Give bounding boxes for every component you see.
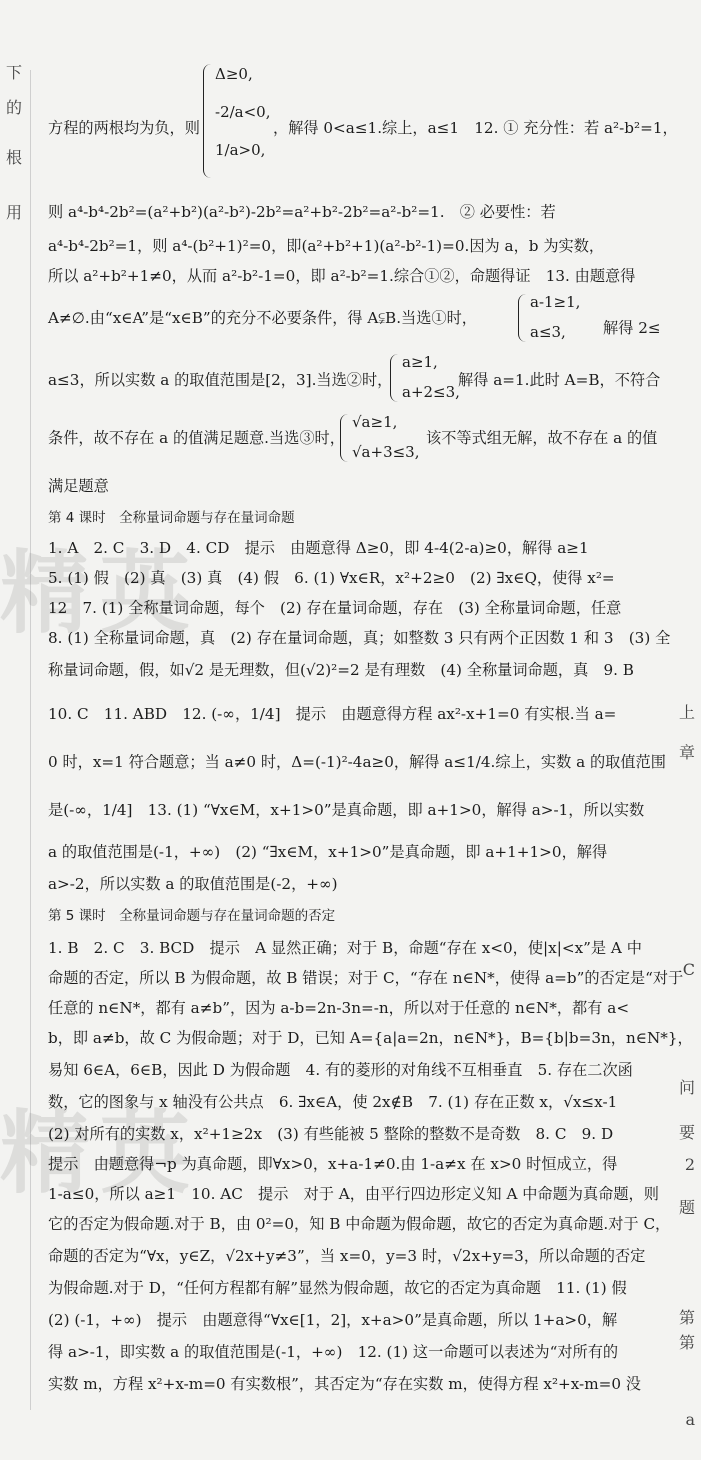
edge-char: C [682,960,695,979]
text-line: 易知 6∈A，6∈B，因此 D 为假命题 4. 有的菱形的对角线不互相垂直 5. 存在二次函 [48,1061,633,1079]
edge-char: 第 [678,1333,695,1352]
left-page-edge [0,0,40,1460]
text-line: 满足题意 [48,477,109,495]
text-line: A≠∅.由“x∈A”是“x∈B”的充分不必要条件，得 A⫋B.当选①时， [48,309,477,327]
edge-char: 章 [678,743,695,762]
text-line: 0 时，x=1 符合题意；当 a≠0 时，Δ=(-1)²-4a≥0，解得 a≤1/4.综上，实数 a 的取值范围 [48,753,666,771]
text-line: 12 7. (1) 全称量词命题，每个 (2) 存在量词命题，存在 (3) 全称量词命题，任意 [48,599,622,617]
inequality-system: a-1≥1, a≤3, [518,292,580,344]
text-line: 实数 m，方程 x²+x-m=0 有实数根”，其否定为“存在实数 m，使得方程 x²+x-m=0 没 [48,1375,641,1393]
text-line: 数，它的图象与 x 轴没有公共点 6. ∃x∈A，使 2x∉B 7. (1) 存在正数 x，√x≤x-1 [48,1093,618,1111]
text-line: 命题的否定，所以 B 为假命题，故 B 错误；对于 C，“存在 n∈N*，使得 a=b”的否定是“对于 [48,969,684,987]
edge-char: 根 [6,148,23,167]
edge-char: 2 [684,1155,695,1174]
text-line: 8. (1) 全称量词命题，真 (2) 存在量词命题，真；如整数 3 只有两个正因数 1 和 3 (3) 全 [48,629,671,647]
text-line: (2) 对所有的实数 x，x²+1≥2x (3) 有些能被 5 整除的整数不是奇数 8. C 9. D [48,1125,614,1143]
text-line: 1-a≤0，所以 a≥1 10. AC 提示 对于 A，由平行四边形定义知 A 中命题为真命题，则 [48,1185,659,1203]
edge-char: a [685,1410,695,1429]
text-line: 该不等式组无解，故不存在 a 的值 [426,429,658,447]
text-line: ，解得 0<a≤1.综上，a≤1 12. ① 充分性：若 a²-b²=1， [273,119,678,137]
text-line: 解得 2≤ [603,319,661,337]
inequality-system: √a≥1, √a+3≤3, [340,412,420,464]
text-line: 为假命题.对于 D，“任何方程都有解”显然为假命题，故它的否定为真命题 11. (1) 假 [48,1279,627,1297]
text-line: a≤3，所以实数 a 的取值范围是[2，3].当选②时， [48,371,393,389]
text-line: a 的取值范围是(-1，+∞) (2) “∃x∈M，x+1>0”是真命题，即 a+1+1>0，解得 [48,843,608,861]
text-line: 提示 由题意得¬p 为真命题，即∀x>0，x+a-1≠0.由 1-a≠x 在 x>0 时恒成立，得 [48,1155,618,1173]
text-line: 任意的 n∈N*，都有 a≠b”，因为 a-b=2n-3n=-n，所以对于任意的 n∈N*，都有 a< [48,999,630,1017]
watermark: 精英 [0,541,200,646]
edge-char: 用 [6,203,23,222]
text-line: 1. A 2. C 3. D 4. CD 提示 由题意得 Δ≥0，即 4-4(2-a)≥0，解得 a≥1 [48,539,589,557]
inequality-system: a≥1, a+2≤3, [390,352,460,404]
right-page-edge [671,0,701,1460]
text-line: a⁴-b⁴-2b²=1，则 a⁴-(b²+1)²=0，即(a²+b²+1)(a²-b²-1)=0.因为 a，b 为实数， [48,237,605,255]
watermark: 精英 [0,1101,200,1206]
text-line: (2) (-1，+∞) 提示 由题意得“∀x∈[1，2]，x+a>0”是真命题，所以 1+a>0，解 [48,1311,618,1329]
text-line: 所以 a²+b²+1≠0，从而 a²-b²-1=0，即 a²-b²=1.综合①②，命题得证 13. 由题意得 [48,267,636,285]
text-line: 1. B 2. C 3. BCD 提示 A 显然正确；对于 B，命题“存在 x<0，使|x|<x”是 A 中 [48,939,642,957]
text-line: 条件，故不存在 a 的值满足题意.当选③时， [48,429,345,447]
text-line: 解得 a=1.此时 A=B，不符合 [458,371,661,389]
section-heading: 第 4 课时 全称量词命题与存在量词命题 [48,510,295,526]
text-line: 命题的否定为“∀x，y∈Z，√2x+y≠3”，当 x=0，y=3 时，√2x+y=3，所以命题的否定 [48,1247,646,1265]
text-line: b，即 a≠b，故 C 为假命题；对于 D，已知 A={a|a=2n，n∈N*}，B={b|b=3n，n∈N*}， [48,1029,693,1047]
text-line: 称量词命题，假，如√2 是无理数，但(√2)²=2 是有理数 (4) 全称量词命题，真 9. B [48,661,634,679]
text-line: 则 a⁴-b⁴-2b²=(a²+b²)(a²-b²)-2b²=a²+b²-2b²=a²-b²=1. ② 必要性：若 [48,203,556,221]
text-line: 10. C 11. ABD 12. (-∞，1/4] 提示 由题意得方程 ax²-x+1=0 有实根.当 a= [48,705,617,723]
text-line: 是(-∞，1/4] 13. (1) “∀x∈M，x+1>0”是真命题，即 a+1>0，解得 a>-1，所以实数 [48,801,645,819]
edge-char: 的 [6,98,23,117]
text-line: a>-2，所以实数 a 的取值范围是(-2，+∞) [48,875,338,893]
edge-char: 题 [678,1198,695,1217]
text-line: 得 a>-1，即实数 a 的取值范围是(-1，+∞) 12. (1) 这一命题可以表述为“对所有的 [48,1343,619,1361]
text-line: 它的否定为假命题.对于 B，由 0²=0，知 B 中命题为假命题，故它的否定为真命题.对于 C， [48,1215,671,1233]
edge-char: 第 [678,1308,695,1327]
edge-char: 要 [678,1123,695,1142]
edge-char: 上 [678,703,695,722]
edge-char: 问 [678,1078,695,1097]
text-line: 5. (1) 假 (2) 真 (3) 真 (4) 假 6. (1) ∀x∈R，x²+2≥0 (2) ∃x∈Q，使得 x²= [48,569,615,587]
edge-char: 下 [6,63,23,82]
section-heading: 第 5 课时 全称量词命题与存在量词命题的否定 [48,908,336,924]
text-line: 方程的两根均为负，则 [48,119,200,137]
inequality-system: Δ≥0, -2/a<0, 1/a>0, [203,62,271,180]
